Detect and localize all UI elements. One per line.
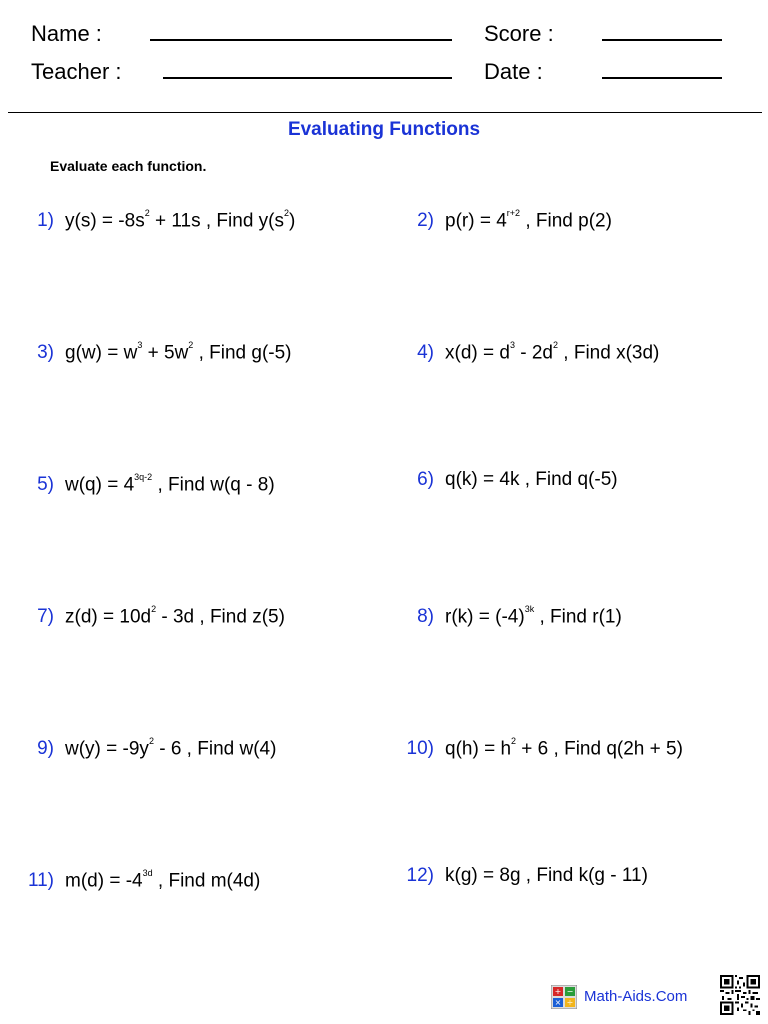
problem-7: [20, 600, 285, 629]
problem-number: 6): [417, 469, 434, 490]
problem-1: [20, 204, 295, 233]
problem-number: 11): [27, 870, 54, 892]
problem-number: 1): [37, 210, 54, 232]
problem-expression: $y(s) = -8s^2 + 11s$ , Find $y(s^2)$: [65, 208, 296, 232]
problem-number: 9): [37, 738, 54, 760]
qr-code-icon: [720, 975, 760, 1015]
problem-expression: q(k) = 4k , Find q(-5): [445, 469, 618, 490]
header-divider: [8, 112, 762, 113]
problem-expression: $x(d) = d^3 - 2d^2$ , Find x(3d): [445, 340, 660, 364]
problem-expression: $w(y) = -9y^2 - 6$ , Find w(4): [65, 736, 277, 760]
problem-number: 5): [37, 474, 54, 496]
problem-number: 8): [417, 606, 434, 628]
problem-4: [400, 336, 659, 365]
svg-text:+: +: [554, 987, 562, 996]
problem-number: 3): [37, 342, 54, 364]
problem-10: [400, 732, 683, 761]
svg-text:−: −: [566, 987, 574, 996]
worksheet-title: Evaluating Functions: [287, 119, 481, 140]
problem-2: [400, 204, 612, 233]
problem-5: [20, 468, 275, 497]
teacher-label: Teacher :: [31, 59, 122, 84]
problem-number: 12): [406, 865, 434, 886]
problem-expression: $z(d) = 10d^2 - 3d$ , Find z(5): [65, 604, 285, 628]
problem-3: [20, 336, 292, 365]
problem-9: [20, 732, 276, 761]
problem-number: 2): [417, 210, 434, 232]
svg-text:×: ×: [554, 998, 562, 1007]
score-line[interactable]: [602, 39, 722, 41]
problem-8: [400, 600, 622, 629]
problem-number: 10): [406, 738, 434, 760]
problem-expression: k(g) = 8g , Find k(g - 11): [445, 865, 648, 886]
site-link[interactable]: Math-Aids.Com: [584, 988, 688, 1005]
date-label: Date :: [484, 59, 543, 84]
problem-11: [20, 864, 260, 893]
score-label: Score :: [484, 21, 554, 46]
problem-expression: $w(q) = 4^{3q-2}$ , Find w(q - 8): [65, 472, 275, 496]
problem-expression: $m(d) = -4^{3d}$ , Find m(4d): [65, 868, 261, 892]
problem-6: [400, 468, 618, 492]
problem-expression: $q(h) = h^2 + 6$ , Find q(2h + 5): [445, 736, 683, 760]
problem-12: [400, 864, 648, 888]
problem-expression: $r(k) = (-4)^{3k}$ , Find r(1): [445, 604, 622, 628]
name-label: Name :: [31, 21, 102, 46]
problem-number: 7): [37, 606, 54, 628]
problem-expression: $p(r) = 4^{r+2}$ , Find p(2): [445, 208, 612, 232]
calculator-icon: [551, 985, 577, 1009]
problem-number: 4): [417, 342, 434, 364]
instructions: Evaluate each function.: [50, 158, 207, 174]
date-line[interactable]: [602, 77, 722, 79]
name-line[interactable]: [150, 39, 452, 41]
problem-expression: $g(w) = w^3 + 5w^2$ , Find g(-5): [65, 340, 292, 364]
teacher-line[interactable]: [163, 77, 452, 79]
svg-text:÷: ÷: [566, 998, 574, 1007]
